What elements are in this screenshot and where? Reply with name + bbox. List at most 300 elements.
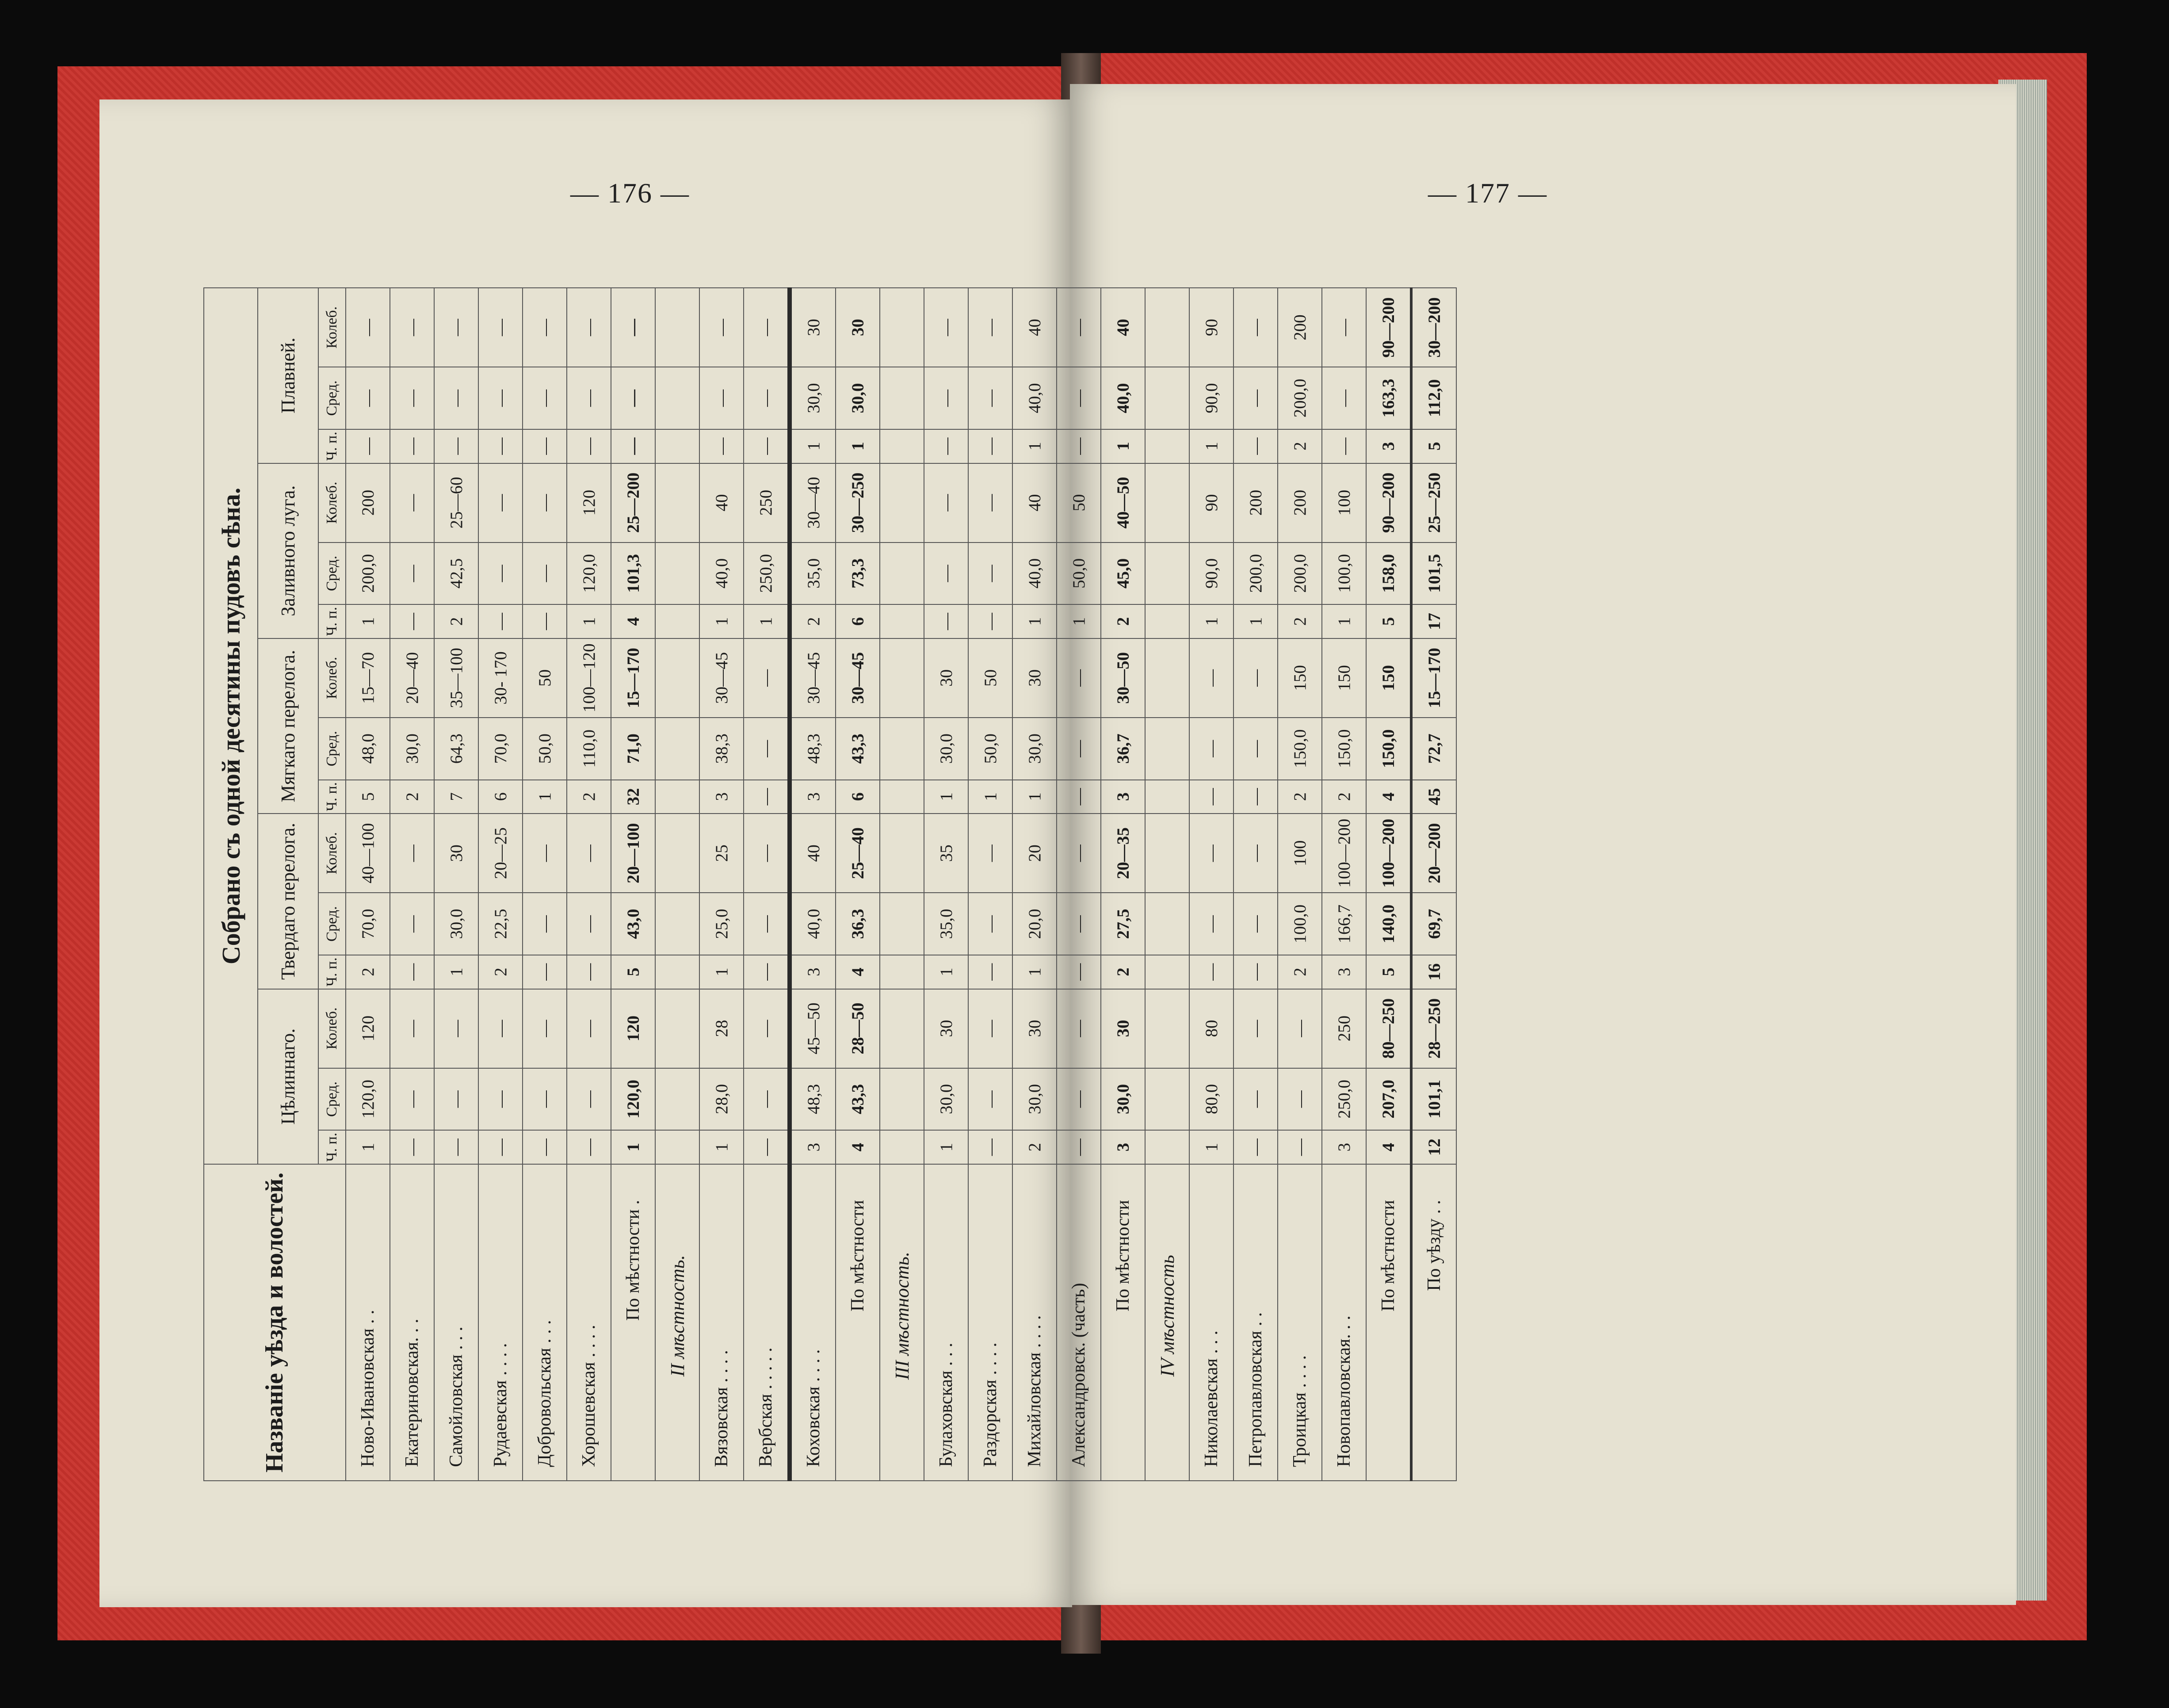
value-cell: 30 bbox=[836, 288, 880, 367]
value-cell: — bbox=[1233, 814, 1278, 893]
value-cell: 30 bbox=[1012, 989, 1057, 1068]
value-cell: — bbox=[478, 288, 523, 367]
locality-total-row bbox=[611, 288, 655, 1481]
value-cell: 15—70 bbox=[346, 638, 390, 718]
volost-name: Булаховская . . . bbox=[924, 1164, 968, 1481]
value-cell: — bbox=[567, 955, 611, 989]
value-cell: — bbox=[744, 367, 790, 429]
value-cell bbox=[1145, 1130, 1189, 1164]
value-cell: 1 bbox=[699, 604, 744, 638]
value-cell: 5 bbox=[1366, 955, 1411, 989]
value-cell: 5 bbox=[346, 780, 390, 814]
value-cell bbox=[880, 638, 924, 718]
value-cell: — bbox=[968, 1068, 1012, 1131]
value-cell: — bbox=[1322, 367, 1366, 429]
value-cell: 1 bbox=[1012, 780, 1057, 814]
value-cell: — bbox=[744, 1068, 790, 1131]
value-cell: 30,0 bbox=[1101, 1068, 1145, 1131]
sub-header: Сред. bbox=[318, 543, 346, 605]
volost-name: Петропавловская . . bbox=[1233, 1164, 1278, 1481]
value-cell: 48,0 bbox=[346, 718, 390, 780]
volost-name: Вербская . . . . . bbox=[744, 1164, 790, 1481]
value-cell: — bbox=[699, 288, 744, 367]
value-cell: — bbox=[567, 1130, 611, 1164]
value-cell: 50 bbox=[968, 638, 1012, 718]
value-cell: 1 bbox=[346, 1130, 390, 1164]
sub-header: Сред. bbox=[318, 367, 346, 429]
table-row bbox=[523, 288, 567, 1481]
value-cell: 200,0 bbox=[346, 543, 390, 605]
group-header: Цѣлиннаго. bbox=[258, 989, 318, 1164]
value-cell bbox=[1145, 989, 1189, 1068]
sub-header: Колеб. bbox=[318, 288, 346, 367]
value-cell: — bbox=[1057, 780, 1101, 814]
value-cell: — bbox=[434, 288, 478, 367]
hay-yield-table-rotated bbox=[203, 287, 1919, 1481]
value-cell: 25,0 bbox=[699, 893, 744, 955]
locality-total-row bbox=[1366, 288, 1411, 1481]
value-cell: 20—40 bbox=[390, 638, 434, 718]
value-cell bbox=[655, 367, 699, 429]
value-cell bbox=[655, 638, 699, 718]
value-cell: — bbox=[611, 429, 655, 463]
value-cell bbox=[880, 1068, 924, 1131]
value-cell: — bbox=[434, 367, 478, 429]
volost-name: Самойловская . . . bbox=[434, 1164, 478, 1481]
value-cell: 3 bbox=[790, 780, 836, 814]
table-row bbox=[699, 288, 744, 1481]
sub-header: Колеб. bbox=[318, 638, 346, 718]
value-cell: 1 bbox=[1189, 429, 1233, 463]
value-cell: 35,0 bbox=[790, 543, 836, 605]
volost-name: Хорошевская . . . . bbox=[567, 1164, 611, 1481]
value-cell: — bbox=[1322, 288, 1366, 367]
value-cell: — bbox=[1278, 1068, 1322, 1131]
value-cell: 27,5 bbox=[1101, 893, 1145, 955]
value-cell: — bbox=[968, 989, 1012, 1068]
value-cell: 5 bbox=[1411, 429, 1456, 463]
value-cell: 30 bbox=[924, 989, 968, 1068]
value-cell: — bbox=[1057, 989, 1101, 1068]
value-cell: — bbox=[346, 429, 390, 463]
value-cell: — bbox=[968, 1130, 1012, 1164]
value-cell: 2 bbox=[478, 955, 523, 989]
value-cell bbox=[655, 1130, 699, 1164]
value-cell: — bbox=[523, 1068, 567, 1131]
table-row bbox=[478, 288, 523, 1481]
value-cell: — bbox=[523, 814, 567, 893]
value-cell: 150,0 bbox=[1322, 718, 1366, 780]
value-cell: 30 bbox=[1012, 638, 1057, 718]
value-cell: 3 bbox=[1322, 955, 1366, 989]
value-cell: 140,0 bbox=[1366, 893, 1411, 955]
value-cell bbox=[655, 893, 699, 955]
value-cell: — bbox=[1189, 955, 1233, 989]
locality-heading-row bbox=[655, 288, 699, 1481]
value-cell: 20—100 bbox=[611, 814, 655, 893]
value-cell: — bbox=[744, 780, 790, 814]
volost-name: Коховская . . . . bbox=[790, 1164, 836, 1481]
value-cell: 1 bbox=[611, 1130, 655, 1164]
value-cell: 100—200 bbox=[1322, 814, 1366, 893]
value-cell: — bbox=[924, 543, 968, 605]
value-cell: 3 bbox=[790, 1130, 836, 1164]
volost-name: Николаевская . . . bbox=[1189, 1164, 1233, 1481]
table-row bbox=[1233, 288, 1278, 1481]
value-cell: 15—170 bbox=[1411, 638, 1456, 718]
name-column-header: Названіе уѣзда и волостей. bbox=[204, 1164, 346, 1481]
value-cell: 2 bbox=[346, 955, 390, 989]
sub-header: Ч. п. bbox=[318, 429, 346, 463]
value-cell: 20 bbox=[1012, 814, 1057, 893]
value-cell: 16 bbox=[1411, 955, 1456, 989]
value-cell: 43,3 bbox=[836, 1068, 880, 1131]
value-cell: 200 bbox=[1278, 288, 1322, 367]
volost-name: II мѣстность. bbox=[655, 1164, 699, 1481]
value-cell: 3 bbox=[1322, 1130, 1366, 1164]
value-cell: 1 bbox=[1189, 604, 1233, 638]
value-cell: — bbox=[1233, 955, 1278, 989]
value-cell: 43,3 bbox=[836, 718, 880, 780]
value-cell: 2 bbox=[1278, 429, 1322, 463]
value-cell: — bbox=[744, 989, 790, 1068]
value-cell: 38,3 bbox=[699, 718, 744, 780]
value-cell: — bbox=[968, 288, 1012, 367]
value-cell: 30,0 bbox=[790, 367, 836, 429]
value-cell: 250 bbox=[1322, 989, 1366, 1068]
value-cell: 2 bbox=[1278, 955, 1322, 989]
value-cell: 45—50 bbox=[790, 989, 836, 1068]
value-cell: 30 bbox=[1101, 989, 1145, 1068]
table-row bbox=[1057, 288, 1101, 1481]
volost-name: По уѣзду . . bbox=[1411, 1164, 1456, 1481]
value-cell: — bbox=[523, 288, 567, 367]
volost-name: По мѣстности bbox=[1366, 1164, 1411, 1481]
value-cell: 30,0 bbox=[924, 718, 968, 780]
value-cell: 166,7 bbox=[1322, 893, 1366, 955]
value-cell: — bbox=[1233, 989, 1278, 1068]
sub-header: Ч. п. bbox=[318, 780, 346, 814]
value-cell: 1 bbox=[790, 429, 836, 463]
value-cell: 150,0 bbox=[1278, 718, 1322, 780]
value-cell: — bbox=[1189, 893, 1233, 955]
value-cell: — bbox=[567, 288, 611, 367]
value-cell: — bbox=[390, 367, 434, 429]
value-cell: — bbox=[390, 1068, 434, 1131]
locality-total-row bbox=[836, 288, 880, 1481]
value-cell bbox=[1145, 1068, 1189, 1131]
value-cell: 101,1 bbox=[1411, 1068, 1456, 1131]
value-cell bbox=[655, 429, 699, 463]
value-cell bbox=[655, 543, 699, 605]
value-cell: 158,0 bbox=[1366, 543, 1411, 605]
value-cell: 5 bbox=[611, 955, 655, 989]
value-cell: 17 bbox=[1411, 604, 1456, 638]
value-cell: 30—40 bbox=[790, 463, 836, 543]
value-cell: 28,0 bbox=[699, 1068, 744, 1131]
value-cell: 30—45 bbox=[699, 638, 744, 718]
value-cell: 50,0 bbox=[1057, 543, 1101, 605]
value-cell: 250,0 bbox=[744, 543, 790, 605]
value-cell: 30 bbox=[924, 638, 968, 718]
value-cell: — bbox=[523, 543, 567, 605]
value-cell: 30,0 bbox=[1012, 718, 1057, 780]
value-cell: 250,0 bbox=[1322, 1068, 1366, 1131]
value-cell: — bbox=[968, 955, 1012, 989]
value-cell: — bbox=[1233, 1068, 1278, 1131]
value-cell: 25—60 bbox=[434, 463, 478, 543]
value-cell bbox=[1145, 543, 1189, 605]
value-cell: — bbox=[1233, 288, 1278, 367]
value-cell: — bbox=[924, 604, 968, 638]
value-cell: 35 bbox=[924, 814, 968, 893]
value-cell: 100,0 bbox=[1278, 893, 1322, 955]
value-cell: — bbox=[390, 989, 434, 1068]
volost-name: Александровск. (часть) bbox=[1057, 1164, 1101, 1481]
table-row bbox=[968, 288, 1012, 1481]
value-cell bbox=[655, 955, 699, 989]
sub-header: Сред. bbox=[318, 893, 346, 955]
volost-name: Раздорская . . . . bbox=[968, 1164, 1012, 1481]
value-cell: 30 bbox=[790, 288, 836, 367]
table-row bbox=[744, 288, 790, 1481]
value-cell: — bbox=[478, 989, 523, 1068]
value-cell: 45 bbox=[1411, 780, 1456, 814]
value-cell: 3 bbox=[1366, 429, 1411, 463]
value-cell: 200 bbox=[1278, 463, 1322, 543]
value-cell: 48,3 bbox=[790, 718, 836, 780]
value-cell: — bbox=[567, 814, 611, 893]
value-cell bbox=[655, 1068, 699, 1131]
value-cell bbox=[880, 288, 924, 367]
table-row bbox=[567, 288, 611, 1481]
value-cell: 90—200 bbox=[1366, 288, 1411, 367]
value-cell: 43,0 bbox=[611, 893, 655, 955]
value-cell bbox=[655, 604, 699, 638]
value-cell bbox=[880, 780, 924, 814]
value-cell: — bbox=[1057, 638, 1101, 718]
volost-name: Вязовская . . . . bbox=[699, 1164, 744, 1481]
value-cell: 120 bbox=[611, 989, 655, 1068]
sub-header: Сред. bbox=[318, 718, 346, 780]
value-cell bbox=[655, 989, 699, 1068]
value-cell: 1 bbox=[924, 780, 968, 814]
value-cell bbox=[655, 718, 699, 780]
value-cell: 4 bbox=[611, 604, 655, 638]
value-cell: — bbox=[699, 429, 744, 463]
value-cell: 80 bbox=[1189, 989, 1233, 1068]
value-cell: 2 bbox=[567, 780, 611, 814]
value-cell bbox=[880, 604, 924, 638]
value-cell: 5 bbox=[1366, 604, 1411, 638]
hay-yield-table bbox=[203, 287, 1457, 1481]
value-cell: 1 bbox=[699, 955, 744, 989]
value-cell: 40—100 bbox=[346, 814, 390, 893]
value-cell: 40—50 bbox=[1101, 463, 1145, 543]
value-cell: 150,0 bbox=[1366, 718, 1411, 780]
value-cell: — bbox=[434, 429, 478, 463]
value-cell: 120,0 bbox=[346, 1068, 390, 1131]
value-cell: — bbox=[1278, 1130, 1322, 1164]
value-cell: — bbox=[390, 955, 434, 989]
value-cell: — bbox=[567, 429, 611, 463]
value-cell bbox=[880, 989, 924, 1068]
volost-name: Добровольская . . . bbox=[523, 1164, 567, 1481]
value-cell: — bbox=[744, 893, 790, 955]
volost-name: Екатериновская. . . bbox=[390, 1164, 434, 1481]
value-cell: — bbox=[1189, 638, 1233, 718]
value-cell: — bbox=[744, 288, 790, 367]
group-header: Плавней. bbox=[258, 288, 318, 463]
value-cell: — bbox=[1057, 893, 1101, 955]
value-cell: 150 bbox=[1366, 638, 1411, 718]
value-cell bbox=[655, 463, 699, 543]
volost-name: Новопавловская. . . bbox=[1322, 1164, 1366, 1481]
value-cell: 3 bbox=[1101, 1130, 1145, 1164]
value-cell: — bbox=[1233, 780, 1278, 814]
locality-total-row bbox=[1101, 288, 1145, 1481]
value-cell: 50,0 bbox=[523, 718, 567, 780]
value-cell: — bbox=[699, 367, 744, 429]
value-cell: — bbox=[523, 893, 567, 955]
value-cell: — bbox=[478, 429, 523, 463]
value-cell: — bbox=[434, 1130, 478, 1164]
group-header: Заливного луга. bbox=[258, 463, 318, 638]
value-cell: — bbox=[1322, 429, 1366, 463]
value-cell: — bbox=[523, 429, 567, 463]
value-cell bbox=[880, 893, 924, 955]
volost-name: IV мѣстность bbox=[1145, 1164, 1189, 1481]
value-cell: 32 bbox=[611, 780, 655, 814]
value-cell: — bbox=[744, 429, 790, 463]
locality-heading-row bbox=[880, 288, 924, 1481]
value-cell: 1 bbox=[744, 604, 790, 638]
table-row bbox=[346, 288, 390, 1481]
value-cell: 30—200 bbox=[1411, 288, 1456, 367]
value-cell bbox=[880, 429, 924, 463]
value-cell: 110,0 bbox=[567, 718, 611, 780]
table-row bbox=[1012, 288, 1057, 1481]
value-cell: 30,0 bbox=[924, 1068, 968, 1131]
value-cell: — bbox=[434, 989, 478, 1068]
value-cell: 20—35 bbox=[1101, 814, 1145, 893]
table-row bbox=[434, 288, 478, 1481]
value-cell: 101,3 bbox=[611, 543, 655, 605]
value-cell: 207,0 bbox=[1366, 1068, 1411, 1131]
value-cell: 40,0 bbox=[790, 893, 836, 955]
value-cell: 100—120 bbox=[567, 638, 611, 718]
value-cell: — bbox=[1278, 989, 1322, 1068]
value-cell: 71,0 bbox=[611, 718, 655, 780]
value-cell: 40,0 bbox=[1012, 543, 1057, 605]
value-cell: 90,0 bbox=[1189, 367, 1233, 429]
table-row bbox=[1278, 288, 1322, 1481]
value-cell bbox=[1145, 814, 1189, 893]
value-cell: 20—25 bbox=[478, 814, 523, 893]
volost-name: Ново-Ивановская . . bbox=[346, 1164, 390, 1481]
value-cell: 163,3 bbox=[1366, 367, 1411, 429]
value-cell: — bbox=[744, 638, 790, 718]
value-cell: 1 bbox=[567, 604, 611, 638]
value-cell: 25—250 bbox=[1411, 463, 1456, 543]
value-cell: 2 bbox=[790, 604, 836, 638]
value-cell: — bbox=[390, 463, 434, 543]
value-cell: 25 bbox=[699, 814, 744, 893]
value-cell: — bbox=[478, 543, 523, 605]
table-row bbox=[390, 288, 434, 1481]
value-cell: 1 bbox=[968, 780, 1012, 814]
value-cell: — bbox=[478, 463, 523, 543]
value-cell: 40 bbox=[1101, 288, 1145, 367]
value-cell: 101,5 bbox=[1411, 543, 1456, 605]
value-cell: 80—250 bbox=[1366, 989, 1411, 1068]
value-cell: 35,0 bbox=[924, 893, 968, 955]
value-cell: 1 bbox=[924, 955, 968, 989]
value-cell bbox=[880, 543, 924, 605]
value-cell: — bbox=[478, 604, 523, 638]
value-cell: 6 bbox=[836, 604, 880, 638]
value-cell: 30—250 bbox=[836, 463, 880, 543]
value-cell: — bbox=[390, 893, 434, 955]
value-cell: 4 bbox=[836, 1130, 880, 1164]
value-cell: — bbox=[1057, 955, 1101, 989]
value-cell: 90,0 bbox=[1189, 543, 1233, 605]
table-title: Собрано съ одной десятины пудовъ сѣна. bbox=[204, 288, 258, 1164]
value-cell: — bbox=[1057, 288, 1101, 367]
value-cell: — bbox=[390, 543, 434, 605]
value-cell: 40 bbox=[1012, 463, 1057, 543]
value-cell: 40 bbox=[699, 463, 744, 543]
value-cell: 72,7 bbox=[1411, 718, 1456, 780]
sub-header: Ч. п. bbox=[318, 1130, 346, 1164]
value-cell: 35—100 bbox=[434, 638, 478, 718]
value-cell: — bbox=[744, 814, 790, 893]
value-cell bbox=[655, 780, 699, 814]
value-cell bbox=[1145, 955, 1189, 989]
value-cell: 30- 170 bbox=[478, 638, 523, 718]
value-cell: 30,0 bbox=[1012, 1068, 1057, 1131]
value-cell: 20—200 bbox=[1411, 814, 1456, 893]
value-cell: 1 bbox=[523, 780, 567, 814]
value-cell bbox=[655, 814, 699, 893]
value-cell: — bbox=[1057, 1068, 1101, 1131]
value-cell bbox=[1145, 718, 1189, 780]
value-cell: 1 bbox=[1012, 955, 1057, 989]
value-cell: 30—45 bbox=[790, 638, 836, 718]
value-cell: 100 bbox=[1322, 463, 1366, 543]
value-cell: 1 bbox=[924, 1130, 968, 1164]
value-cell bbox=[880, 367, 924, 429]
value-cell: 30,0 bbox=[836, 367, 880, 429]
value-cell: 150 bbox=[1322, 638, 1366, 718]
volost-name: III мѣстность. bbox=[880, 1164, 924, 1481]
value-cell: — bbox=[968, 429, 1012, 463]
value-cell: 30—50 bbox=[1101, 638, 1145, 718]
value-cell: 1 bbox=[1101, 429, 1145, 463]
sub-header: Ч. п. bbox=[318, 604, 346, 638]
value-cell: 40 bbox=[1012, 288, 1057, 367]
value-cell bbox=[880, 955, 924, 989]
value-cell: 40,0 bbox=[1012, 367, 1057, 429]
value-cell: 3 bbox=[790, 955, 836, 989]
value-cell bbox=[1145, 367, 1189, 429]
value-cell: — bbox=[523, 367, 567, 429]
value-cell: — bbox=[567, 367, 611, 429]
locality-heading-row bbox=[1145, 288, 1189, 1481]
value-cell: 200 bbox=[1233, 463, 1278, 543]
value-cell: 1 bbox=[1322, 604, 1366, 638]
value-cell: 70,0 bbox=[346, 893, 390, 955]
